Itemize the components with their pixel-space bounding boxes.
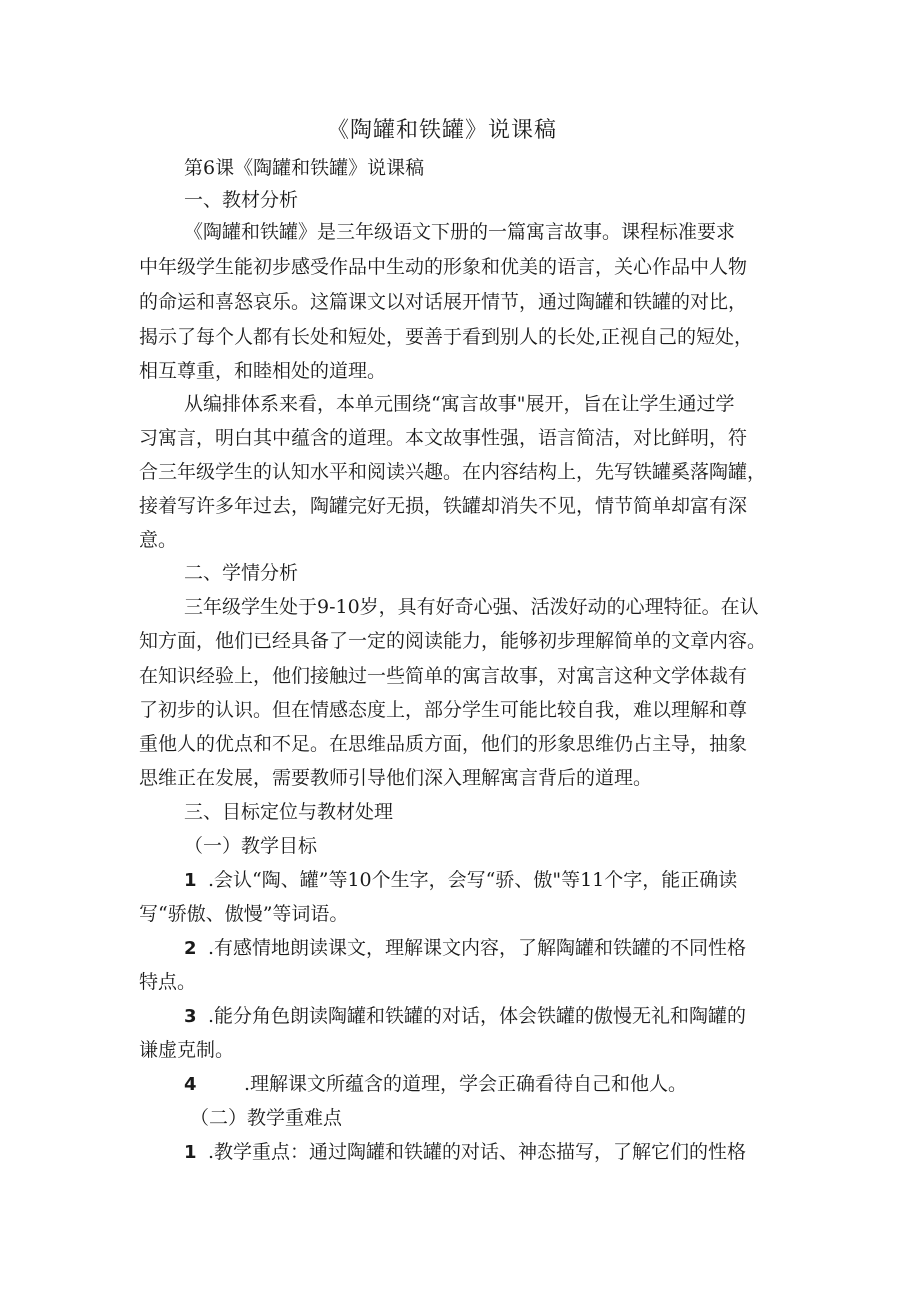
paragraph-line: 从编排体系来看，本单元围绕“寓言故事"展开，旨在让学生通过学 [184,393,735,415]
list-text: .会认“陶、罐”等10个生字，会写“骄、傲"等11个字，能正确读 [208,869,738,891]
paragraph-line: 在知识经验上，他们接触过一些简单的寓言故事，对寓言这种文学体裁有 [139,665,748,687]
paragraph-line: 的命运和喜怒哀乐。这篇课文以对话展开情节，通过陶罐和铁罐的对比， [139,291,748,313]
list-item [184,1139,746,1166]
list-number: 3 [184,1006,197,1027]
list-item [184,867,737,894]
paragraph-line: 揭示了每个人都有长处和短处，要善于看到别人的长处,正视自己的短处， [139,326,754,348]
paragraph-line: 了初步的认识。但在情感态度上，部分学生可能比较自我，难以理解和尊 [139,699,748,721]
subtitle: 第6课《陶罐和铁罐》说课稿 [184,157,425,179]
paragraph-line: 相互尊重，和睦相处的道理。 [139,360,387,382]
list-item-continuation: 写“骄傲、傲慢”等词语。 [139,903,349,925]
list-number: 2 [184,938,197,959]
paragraph-line: 重他人的优点和不足。在思维品质方面，他们的形象思维仍占主导，抽象 [139,733,748,755]
paragraph-line: 《陶罐和铁罐》是三年级语文下册的一篇寓言故事。课程标准要求 [184,221,736,243]
list-item [184,1071,687,1098]
paragraph-line: 知方面，他们已经具备了一定的阅读能力，能够初步理解简单的文章内容。 [139,630,767,652]
list-text: .有感情地朗读课文，理解课文内容，了解陶罐和铁罐的不同性格 [208,937,747,959]
list-item [184,1003,746,1030]
section-heading-3: 三、目标定位与教材处理 [184,801,394,823]
paragraph-line: 合三年级学生的认知水平和阅读兴趣。在内容结构上，先写铁罐奚落陶罐， [139,461,767,483]
subsection-heading: （二）教学重难点 [190,1107,343,1129]
list-text: .理解课文所蕴含的道理，学会正确看待自己和他人。 [244,1073,688,1095]
list-text: .能分角色朗读陶罐和铁罐的对话，体会铁罐的傲慢无礼和陶罐的 [208,1005,747,1027]
list-text: .教学重点：通过陶罐和铁罐的对话、神态描写，了解它们的性格 [208,1141,747,1163]
list-number: 1 [184,1142,197,1163]
list-item-continuation: 谦虚克制。 [139,1039,235,1061]
section-heading-2: 二、学情分析 [184,562,299,584]
list-item [184,935,746,962]
section-heading-1: 一、教材分析 [184,189,299,211]
paragraph-line: 思维正在发展，需要教师引导他们深入理解寓言背后的道理。 [139,767,653,789]
paragraph-line: 接着写许多年过去，陶罐完好无损，铁罐却消失不见，情节简单却富有深 [139,495,748,517]
list-number: 1 [184,870,197,891]
paragraph-line: 意。 [139,529,178,551]
paragraph-line: 中年级学生能初步感受作品中生动的形象和优美的语言，关心作品中人物 [139,256,748,278]
list-item-continuation: 特点。 [139,971,197,993]
list-number: 4 [184,1074,197,1095]
subsection-heading: （一）教学目标 [184,835,318,857]
page-title: 《陶罐和铁罐》说课稿 [327,118,558,143]
paragraph-line: 三年级学生处于9-10岁，具有好奇心强、活泼好动的心理特征。在认 [184,596,759,618]
paragraph-line: 习寓言，明白其中蕴含的道理。本文故事性强，语言简洁，对比鲜明，符 [139,427,748,449]
